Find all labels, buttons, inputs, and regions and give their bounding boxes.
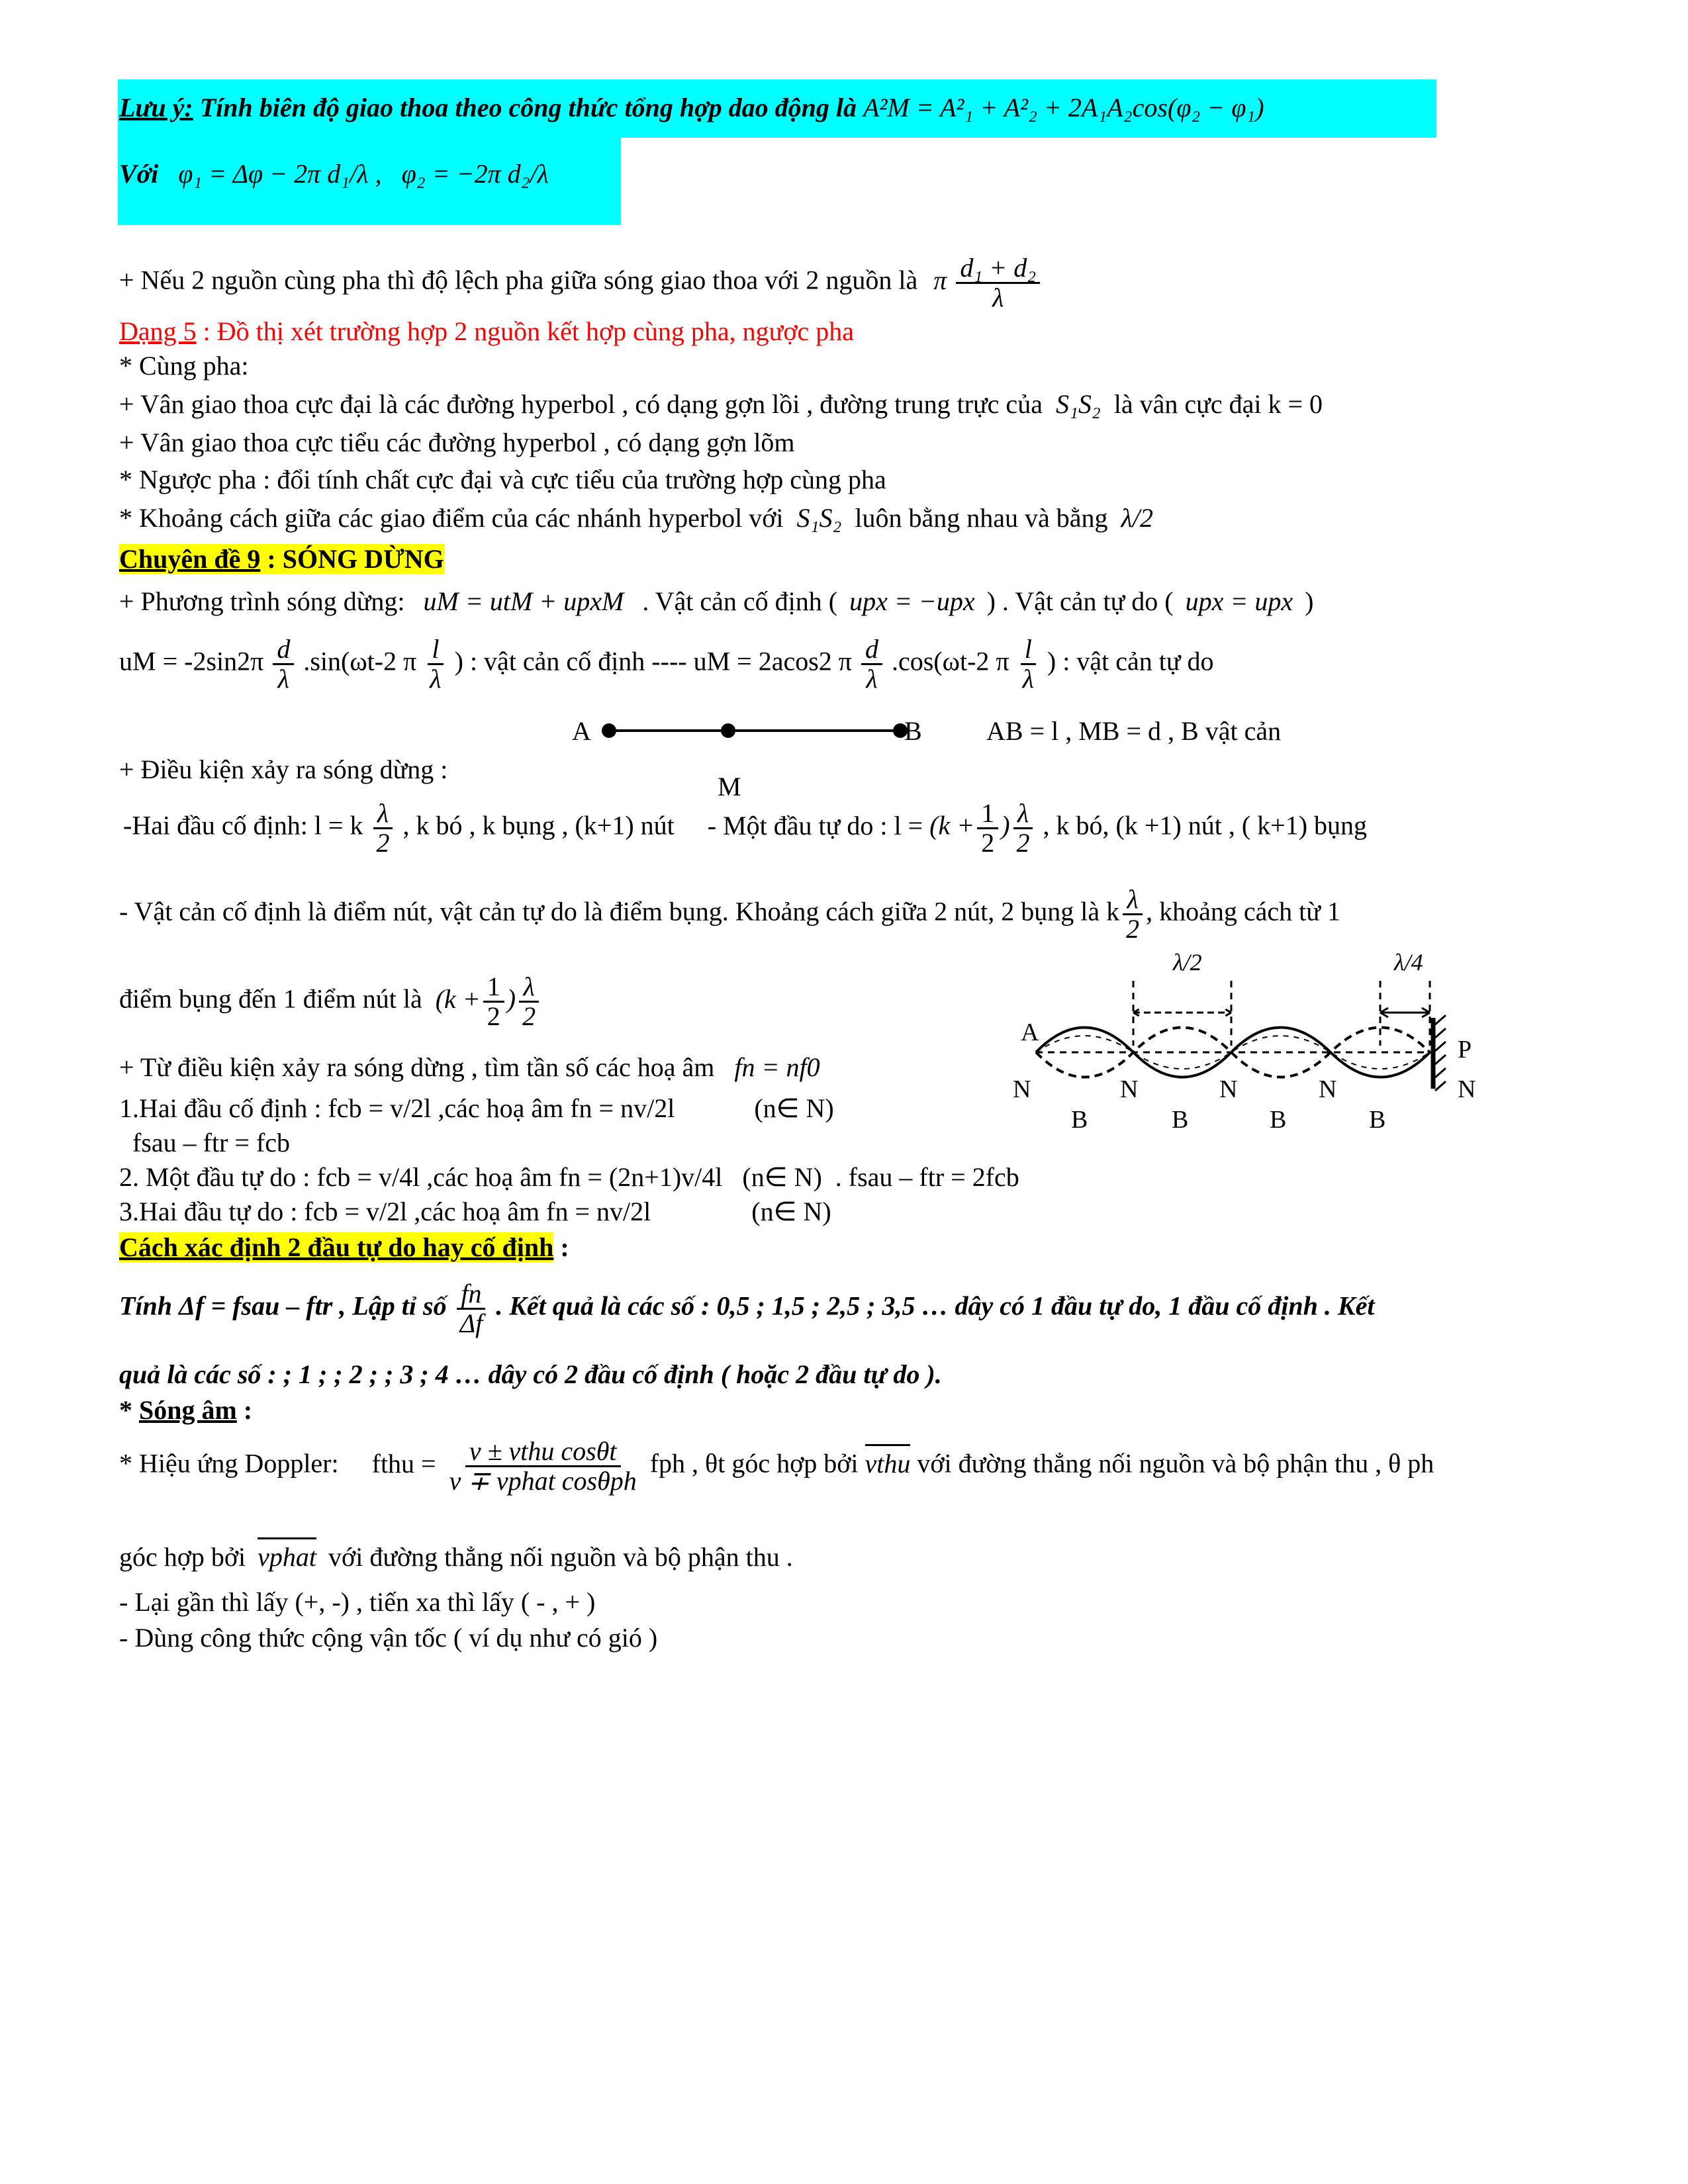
um-frac1-num: d: [273, 635, 294, 665]
wave-antinode-b-1: B: [1071, 1106, 1088, 1134]
determine-frac-num: fn: [457, 1280, 485, 1310]
determine-line-2: quả là các số : ; 1 ; ; 2 ; ; 3 ; 4 … dây có 2 đầu cố định ( hoặc 2 đầu tự do ).: [119, 1359, 942, 1389]
sound-star: *: [119, 1395, 132, 1425]
doppler-a: * Hiệu ứng Doppler:: [119, 1448, 339, 1479]
wave-node-n-2: N: [1120, 1075, 1139, 1103]
case-1-domain: (n∈ N): [754, 1093, 834, 1123]
node-frac2-den: 2: [522, 1001, 536, 1031]
determine-colon: :: [560, 1232, 569, 1262]
chuyende-highlight: [119, 544, 444, 574]
node-frac-den: 2: [1126, 914, 1140, 944]
cuc-dai-k0: là vân cực đại k = 0: [1113, 389, 1323, 419]
node-b: , khoảng cách từ 1: [1146, 896, 1340, 927]
sound-label: Sóng âm: [139, 1395, 237, 1425]
um-d: .cos(ωt-2 π: [891, 646, 1009, 676]
wave-eq-eq2: upx = −upx: [849, 586, 975, 616]
cond-frac1-den: 2: [376, 828, 390, 858]
note-with-line: Với φ₁ = Δφ − 2π d₁/λ , φ₂ = −2π d₂/λ: [119, 159, 549, 189]
node-line-2: điểm bụng đến 1 điểm nút là (k + $\frac{1}{2}$ ) $\frac{\lambda}{2}$: [119, 973, 542, 1030]
case-1-text: 1.Hai đầu cố định : fcb = v/2l ,các hoạ âm fn = nv/2l: [119, 1093, 675, 1123]
line-nguoc-pha: * Ngược pha : đổi tính chất cực đại và cực tiểu của trường hợp cùng pha: [119, 465, 886, 494]
determine-line-1: [119, 1280, 1374, 1338]
s1s2-symbol-2: S₁S₂: [796, 503, 842, 533]
line-cuc-tieu: + Vân giao thoa cực tiểu các đường hyperbol , có dạng gợn lõm: [119, 428, 795, 457]
dang5-text: : Đồ thị xét trường hợp 2 nguồn kết hợp cùng pha, ngược pha: [203, 316, 855, 346]
cuc-dai-text: + Vân giao thoa cực đại là các đường hyperbol , có dạng gợn lồi , đường trung trực của: [119, 389, 1043, 419]
wave-node-n-3: N: [1219, 1075, 1238, 1103]
doppler-num: v ± vthu cosθt: [465, 1437, 621, 1467]
wave-eq-line: [119, 586, 1313, 617]
doppler-b: fph , θt góc hợp bởi: [649, 1448, 859, 1479]
doppler-e: với đường thẳng nối nguồn và bộ phận thu .: [328, 1542, 793, 1572]
um-frac2-num: l: [428, 635, 443, 665]
wave-label-a: A: [1021, 1019, 1039, 1046]
wave-antinode-b-2: B: [1172, 1106, 1189, 1134]
wave-node-n-5: N: [1458, 1075, 1476, 1103]
cond-a: -Hai đầu cố định: l = k: [123, 810, 363, 841]
doppler-line: [119, 1437, 1434, 1495]
tail-1: - Lại gần thì lấy (+, -) , tiến xa thì lấy ( - , + ): [119, 1587, 596, 1617]
um-line: [119, 635, 1214, 693]
phi2-formula: φ₂ = −2π d₂/λ: [401, 159, 549, 189]
node-c: điểm bụng đến 1 điểm nút là: [119, 983, 422, 1014]
wave-label-p: P: [1458, 1036, 1472, 1064]
khoang-cach-text-2: luôn bằng nhau và bằng: [855, 503, 1108, 533]
determine-title-line: [119, 1232, 569, 1263]
standing-wave-diagram: [1006, 940, 1509, 1138]
line-cung-pha: * Cùng pha:: [119, 351, 249, 381]
ab-dot-a: [602, 723, 616, 738]
ab-desc: AB = l , MB = d , B vật cản: [986, 716, 1282, 746]
dang5-line: [119, 316, 854, 347]
um-frac4-den: λ: [1022, 664, 1034, 694]
dim-arrow-quarter: [1380, 1008, 1430, 1017]
phi1-formula: φ₁ = Δφ − 2π d₁/λ: [178, 159, 369, 189]
cond-frac2-den: 2: [1016, 828, 1030, 858]
um-b: .sin(ωt-2 π: [303, 646, 417, 676]
wall-hatch: [1435, 1015, 1446, 1091]
case-3-text: 3.Hai đầu tự do : fcb = v/2l ,các hoạ âm fn = nv/2l: [119, 1197, 651, 1226]
phase-num: d₁ + d₂: [956, 254, 1040, 284]
node-line: [119, 886, 1340, 943]
harmonic-eq: fn = nf0: [734, 1052, 820, 1082]
doppler-line-2: [119, 1542, 793, 1572]
cond-line: -Hai đầu cố định: l = k $\frac{\lambda}{2}$ , k bó , k bụng , (k+1) nút - Một đầu tự do : l = (k + $\frac{1}{2}$ ) $\frac{\lambda}{2}$ , k bó, (k +1) nút , ( k+1) bụng: [123, 798, 1368, 858]
um-a: uM = -2sin2π: [119, 646, 264, 676]
with-label: Với: [119, 159, 159, 189]
case-2-diff: . fsau – ftr = 2fcb: [835, 1162, 1019, 1192]
wave-antinode-b-3: B: [1270, 1106, 1287, 1134]
case-1: [119, 1093, 834, 1124]
wave-lam-half: λ/2: [1173, 949, 1202, 976]
note-label: Lưu ý:: [119, 93, 193, 122]
doppler-den: v ∓ vphat cosθph: [449, 1466, 637, 1496]
case-3: [119, 1197, 831, 1227]
sound-colon: :: [243, 1395, 253, 1425]
case-2-text: 2. Một đầu tự do : fcb = v/4l ,các hoạ âm fn = (2n+1)v/4l: [119, 1162, 723, 1192]
wave-eq-eq3: upx = upx: [1185, 586, 1293, 616]
cond-frac2-num: λ: [1013, 799, 1033, 829]
um-frac3-num: d: [861, 635, 882, 665]
um-frac1-den: λ: [277, 664, 289, 694]
phase-line: [119, 254, 1043, 312]
ab-dot-m: [721, 723, 735, 738]
case-2-domain: (n∈ N): [742, 1162, 822, 1192]
wave-antinode-b-4: B: [1369, 1106, 1386, 1134]
tail-2: - Dùng công thức cộng vận tốc ( ví dụ như có gió ): [119, 1623, 658, 1653]
sound-line: [119, 1395, 252, 1426]
case-3-domain: (n∈ N): [751, 1197, 831, 1226]
cond-c: - Một đầu tự do : l =: [707, 810, 923, 841]
note-line: [119, 93, 1264, 123]
doppler-d: góc hợp bởi: [119, 1542, 246, 1572]
chuyende-line: [119, 544, 444, 574]
harmonic-line: [119, 1052, 820, 1083]
determine-l1a: Tính Δf = fsau – ftr , Lập tỉ số: [119, 1291, 447, 1321]
harmonic-text: + Từ điều kiện xảy ra sóng dừng , tìm tần số các hoạ âm: [119, 1052, 715, 1082]
wave-eq-text3: ) . Vật cản tự do (: [986, 586, 1174, 616]
determine-frac-den: Δf: [459, 1308, 483, 1338]
khoang-cach-text: * Khoảng cách giữa các giao điểm của các nhánh hyperbol với: [119, 503, 784, 533]
cond-d: , k bó, (k +1) nút , ( k+1) bụng: [1043, 810, 1368, 841]
um-frac4-num: l: [1021, 635, 1036, 665]
node-half-num: 1: [483, 973, 504, 1003]
s1s2-symbol: S₁S₂: [1055, 389, 1101, 419]
node-a: - Vật cản cố định là điểm nút, vật cản tự do là điểm bụng. Khoảng cách giữa 2 nút, 2 bụng là k: [119, 896, 1120, 927]
doppler-vphat-vector: vphat: [258, 1537, 316, 1572]
wave-eq-text4: ): [1305, 586, 1314, 616]
chuyende-label: Chuyên đề 9: [119, 544, 261, 574]
phase-den: λ: [992, 283, 1004, 312]
um-frac3-den: λ: [866, 664, 878, 694]
um-frac2-den: λ: [430, 664, 442, 694]
cond-title: + Điều kiện xảy ra sóng dừng :: [119, 754, 448, 784]
wave-node-n-4: N: [1319, 1075, 1337, 1103]
doppler-vthu-vector: vthu: [865, 1444, 911, 1479]
ab-diagram: [569, 708, 1364, 801]
determine-l1b: . Kết quả là các số : 0,5 ; 1,5 ; 2,5 ; 3,5 … dây có 1 đầu tự do, 1 đầu cố định . Kết: [496, 1291, 1375, 1321]
wave-eq-eq1: uM = utM + upxM: [423, 586, 624, 616]
wave-eq-text1: + Phương trình sóng dừng:: [119, 586, 405, 616]
wave-lam-quarter: λ/4: [1394, 949, 1423, 976]
um-e: ) : vật cản tự do: [1047, 646, 1214, 676]
wave-eq-text2: . Vật cản cố định (: [642, 586, 838, 616]
cond-half-den: 2: [981, 828, 995, 858]
case-2: [119, 1162, 1019, 1193]
um-c: ) : vật cản cố định ---- uM = 2acos2 π: [454, 646, 852, 676]
cond-frac1-num: λ: [373, 799, 393, 829]
ab-label-b: B: [904, 716, 922, 746]
cond-b: , k bó , k bụng , (k+1) nút: [402, 810, 675, 841]
ab-label-a: A: [572, 716, 591, 746]
node-frac-num: λ: [1123, 886, 1142, 915]
case-1-diff: fsau – ftr = fcb: [132, 1128, 291, 1158]
phase-fraction: [956, 254, 1040, 312]
node-half-den: 2: [487, 1001, 500, 1031]
doppler-fthu: fthu =: [371, 1448, 436, 1479]
phase-pi: π: [933, 265, 947, 295]
phase-text: + Nếu 2 nguồn cùng pha thì độ lệch pha giữa sóng giao thoa với 2 nguồn là: [119, 265, 918, 295]
line-khoang-cach: [119, 503, 1153, 533]
wave-node-n-1: N: [1013, 1075, 1031, 1103]
node-frac2-num: λ: [519, 973, 538, 1003]
line-cuc-dai: [119, 389, 1323, 420]
amplitude-formula: A²M = A²₁ + A²₂ + 2A₁A₂cos(φ₂ − φ₁): [863, 93, 1264, 122]
doppler-c: với đường thẳng nối nguồn và bộ phận thu , θ ph: [917, 1448, 1434, 1479]
dim-arrow-half: [1133, 1007, 1231, 1018]
cond-half-num: 1: [977, 799, 998, 829]
ab-label-m: M: [718, 772, 741, 801]
lambda-half: λ/2: [1121, 503, 1153, 533]
dang5-label: Dạng 5: [119, 316, 197, 346]
chuyende-title: : SÓNG DỪNG: [267, 544, 444, 574]
note-text: Tính biên độ giao thoa theo công thức tổng hợp dao động là: [199, 93, 857, 122]
determine-title: Cách xác định 2 đầu tự do hay cố định: [119, 1232, 554, 1262]
